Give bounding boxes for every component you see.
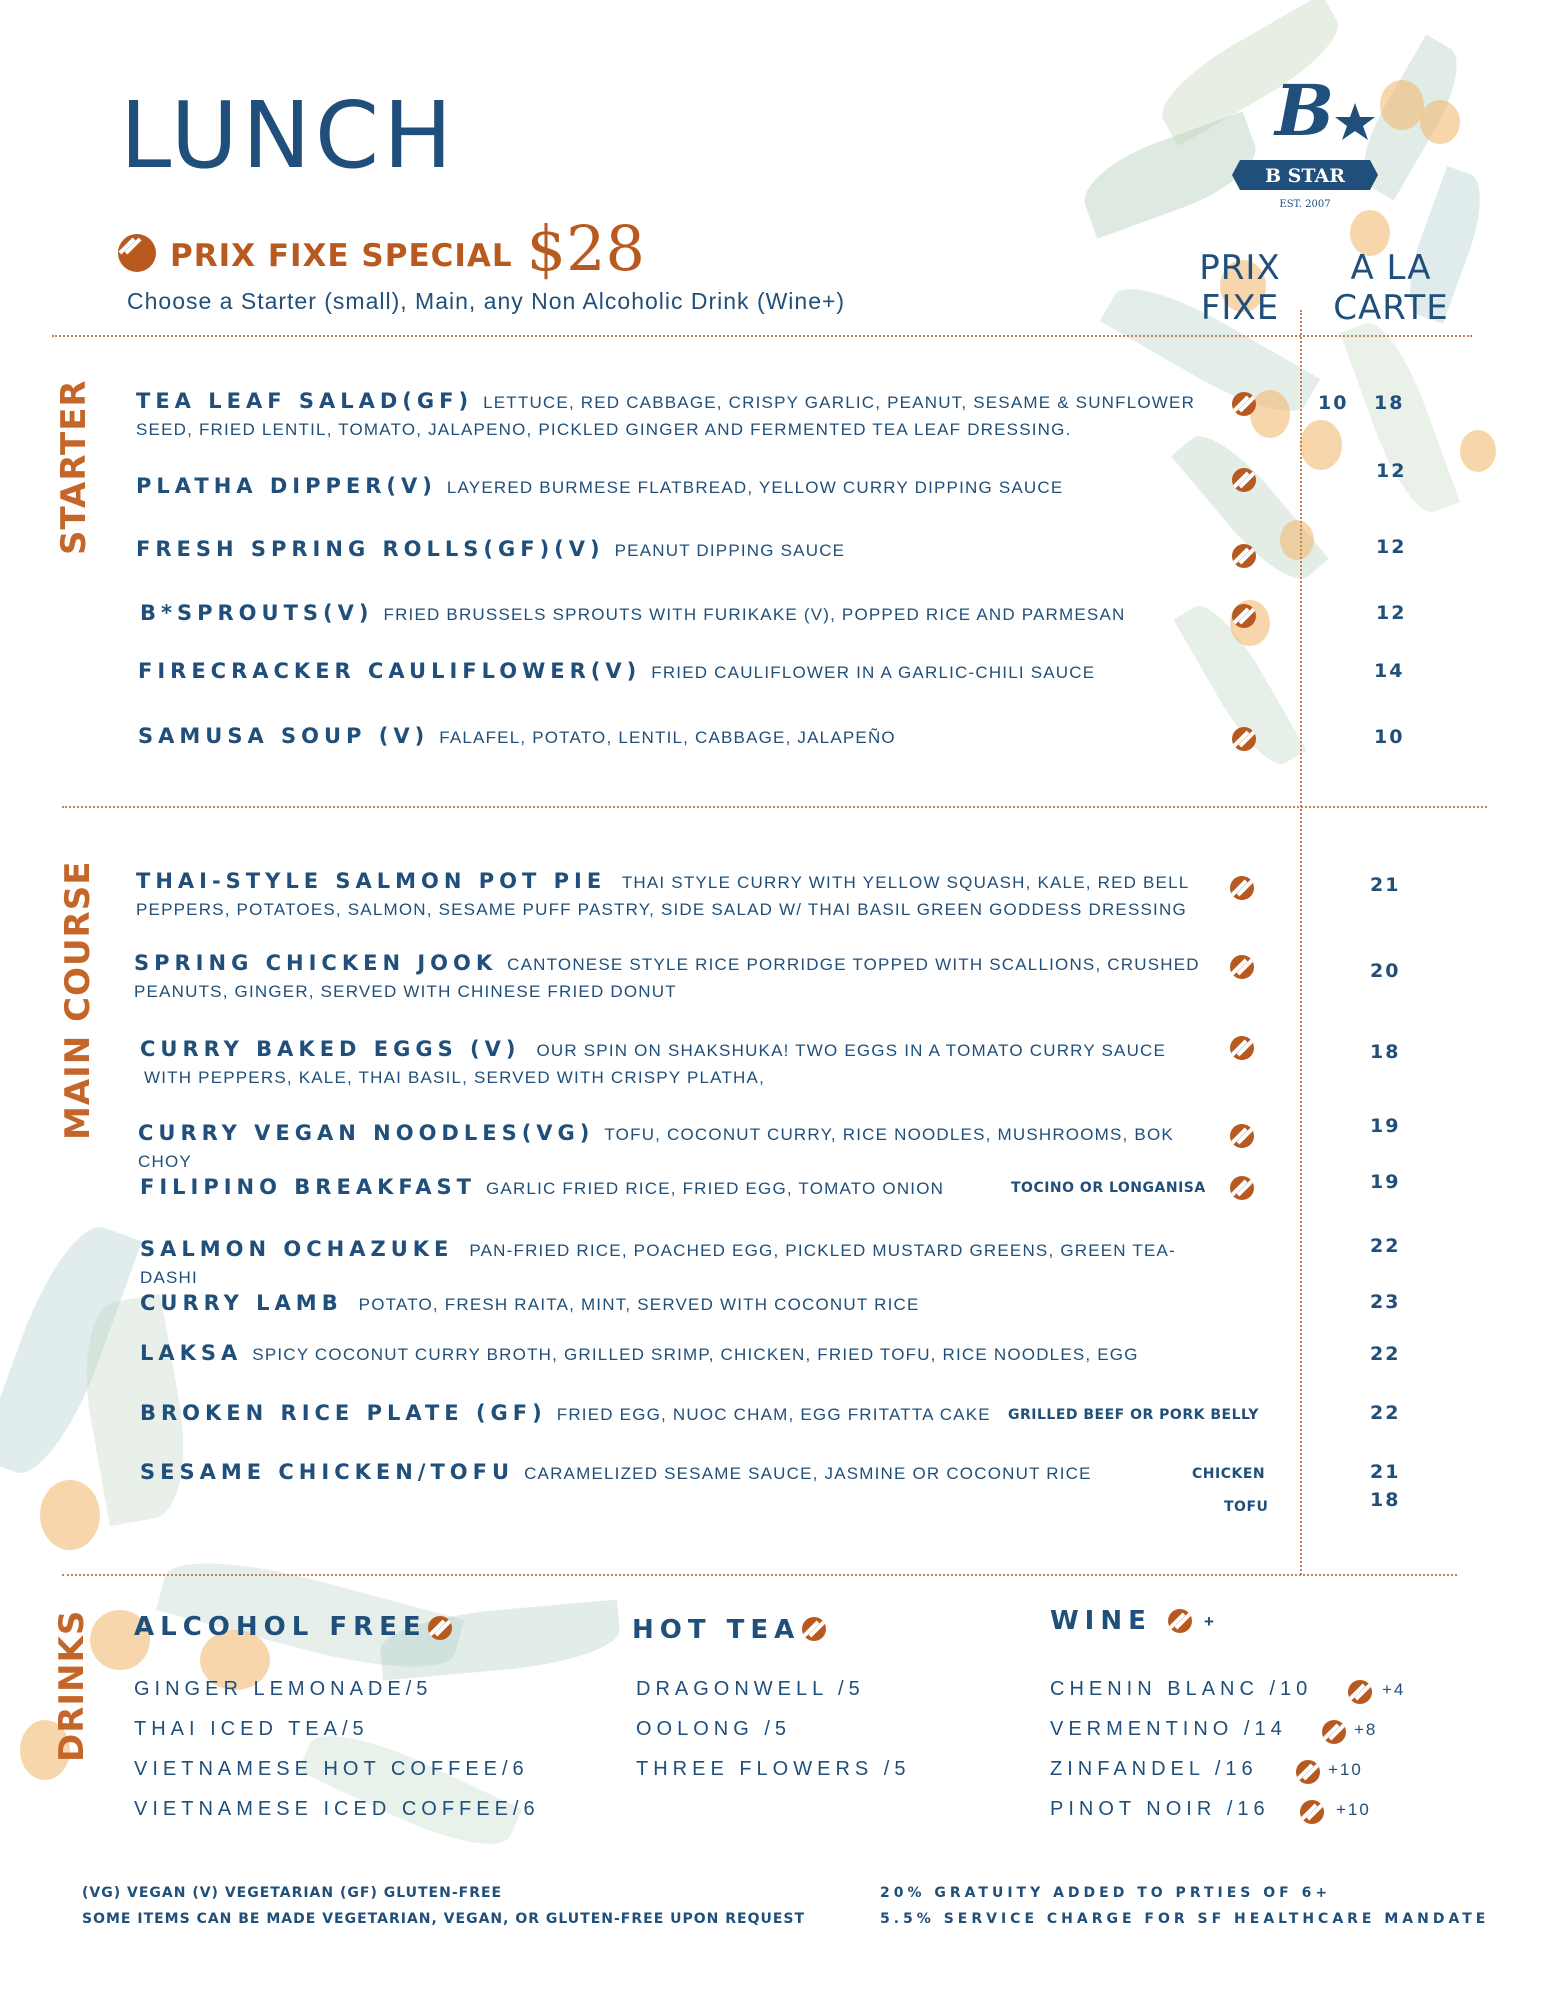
prix-fixe-icon: [1230, 955, 1254, 979]
page-title: LUNCH: [120, 82, 457, 189]
item-option: CHICKEN: [1192, 1466, 1266, 1482]
prix-fixe-icon: [118, 234, 156, 272]
wine-item-extra: +10: [1328, 1760, 1363, 1779]
wine-item-extra: +4: [1382, 1680, 1406, 1699]
column-header-prix-fixe: [1190, 248, 1290, 328]
item-description: PAN-FRIED RICE, POACHED EGG, PICKLED MUSTARD GREENS, GREEN TEA-DASHI: [140, 1241, 1176, 1287]
prix-fixe-icon: [1232, 392, 1256, 416]
menu-item-salmon-ochazuke: [140, 1236, 1220, 1291]
prix-fixe-icon: [1230, 1176, 1254, 1200]
footer-gratuity-line: 20% GRATUITY ADDED TO PRTIES OF 6+: [880, 1885, 1332, 1901]
prix-fixe-icon: [1232, 468, 1256, 492]
divider-column: [1300, 310, 1302, 1575]
section-label-main-course: MAIN COURSE: [58, 860, 98, 1140]
menu-item-fresh-spring-rolls: [136, 536, 1216, 564]
logo-letter: B: [1275, 75, 1335, 152]
heading-text: HOT TEA: [632, 1615, 801, 1645]
prix-fixe-price: $28: [526, 212, 645, 285]
menu-item-b-sprouts: [140, 600, 1220, 628]
item-name: SPRING CHICKEN JOOK: [134, 951, 498, 975]
heading-text: ALCOHOL FREE: [134, 1612, 427, 1642]
item-description: FRIED CAULIFLOWER IN A GARLIC-CHILI SAUCE: [651, 663, 1096, 682]
column-header-a-la-carte-line1: A LA: [1350, 248, 1432, 288]
item-price: 14: [1374, 660, 1405, 682]
item-price: 18: [1374, 392, 1405, 414]
drinks-heading-hot-tea: [632, 1615, 800, 1645]
footer-legend-line: (VG) VEGAN (V) VEGETARIAN (GF) GLUTEN-FREE: [82, 1885, 503, 1901]
prix-fixe-icon: [1348, 1680, 1372, 1704]
column-header-prix-fixe-line1: PRIX: [1199, 248, 1281, 288]
menu-item-curry-baked-eggs: [140, 1036, 1220, 1091]
prix-fixe-icon: [1230, 1124, 1254, 1148]
footer-service-line: 5.5% SERVICE CHARGE FOR SF HEALTHCARE MANDATE: [880, 1911, 1490, 1927]
prix-fixe-icon: [1168, 1609, 1192, 1633]
item-price: 21: [1370, 1461, 1401, 1483]
item-price: 23: [1370, 1291, 1401, 1313]
prix-fixe-icon: [1230, 876, 1254, 900]
item-price: 12: [1376, 602, 1407, 624]
footer-charges: [880, 1880, 1489, 1932]
wine-item-name: VERMENTINO /14: [1050, 1718, 1287, 1740]
drink-item: DRAGONWELL /5: [636, 1678, 865, 1700]
item-description: TOFU, COCONUT CURRY, RICE NOODLES, MUSHROOMS, BOK CHOY: [138, 1125, 1174, 1171]
drink-item: THREE FLOWERS /5: [636, 1758, 911, 1780]
prix-fixe-icon: [802, 1617, 826, 1641]
menu-item-sesame-chicken-tofu: [140, 1459, 1220, 1487]
item-description-cont: PEPPERS, POTATOES, SALMON, SESAME PUFF PASTRY, SIDE SALAD W/ THAI BASIL GREEN GODDESS DRESSING: [136, 900, 1187, 919]
item-name: FIRECRACKER CAULIFLOWER(V): [138, 659, 642, 683]
logo-est: EST. 2007: [1279, 199, 1331, 210]
item-price: 22: [1370, 1343, 1401, 1365]
wine-item-extra: +10: [1336, 1800, 1371, 1819]
menu-item-salmon-pot-pie: [136, 868, 1216, 923]
wine-plus: +: [1204, 1612, 1216, 1631]
item-name: PLATHA DIPPER(V): [136, 474, 437, 498]
drinks-heading-alcohol-free: [134, 1612, 427, 1642]
prix-fixe-icon: [1296, 1760, 1320, 1784]
menu-item-tea-leaf-salad: [136, 388, 1216, 443]
drink-item: VIETNAMESE HOT COFFEE/6: [134, 1758, 529, 1780]
drink-item: OOLONG /5: [636, 1718, 792, 1740]
item-option: GRILLED BEEF OR PORK BELLY: [1008, 1407, 1259, 1423]
item-description: CANTONESE STYLE RICE PORRIDGE TOPPED WITH SCALLIONS, CRUSHED: [507, 955, 1200, 974]
item-name: BROKEN RICE PLATE (GF): [140, 1401, 547, 1425]
item-description: PEANUT DIPPING SAUCE: [614, 541, 846, 560]
drink-item: GINGER LEMONADE/5: [134, 1678, 433, 1700]
item-name: CURRY VEGAN NOODLES(VG): [138, 1121, 595, 1145]
item-option-2: TOFU: [1224, 1499, 1269, 1515]
item-price-2: 18: [1370, 1489, 1401, 1511]
item-name: CURRY LAMB: [140, 1291, 343, 1315]
item-price: 21: [1370, 874, 1401, 896]
item-description: POTATO, FRESH RAITA, MINT, SERVED WITH COCONUT RICE: [358, 1295, 920, 1314]
column-header-a-la-carte: [1326, 248, 1456, 328]
drinks-heading-wine: [1050, 1606, 1152, 1636]
divider-starter: [62, 806, 1487, 808]
item-description: FALAFEL, POTATO, LENTIL, CABBAGE, JALAPEÑO: [439, 728, 896, 747]
item-name: THAI-STYLE SALMON POT PIE: [136, 869, 607, 893]
item-price: 12: [1376, 460, 1407, 482]
drink-item: VIETNAMESE ICED COFFEE/6: [134, 1798, 540, 1820]
item-name: LAKSA: [140, 1341, 243, 1365]
prix-fixe-icon: [1232, 604, 1256, 628]
prix-fixe-icon: [1300, 1800, 1324, 1824]
wine-item-name: PINOT NOIR /16: [1050, 1798, 1270, 1820]
item-price: 12: [1376, 536, 1407, 558]
item-description: CARAMELIZED SESAME SAUCE, JASMINE OR COCONUT RICE: [524, 1464, 1092, 1483]
item-description: GARLIC FRIED RICE, FRIED EGG, TOMATO ONION: [485, 1179, 945, 1198]
item-description-cont: PEANUTS, GINGER, SERVED WITH CHINESE FRIED DONUT: [134, 982, 677, 1001]
prix-fixe-icon: [1232, 727, 1256, 751]
item-price: 10: [1374, 726, 1405, 748]
item-description: LETTUCE, RED CABBAGE, CRISPY GARLIC, PEANUT, SESAME & SUNFLOWER: [483, 393, 1196, 412]
section-label-starter: STARTER: [54, 379, 94, 555]
item-description: THAI STYLE CURRY WITH YELLOW SQUASH, KALE, RED BELL: [621, 873, 1190, 892]
bstar-logo: [1220, 75, 1390, 215]
item-price: 22: [1370, 1402, 1401, 1424]
item-description: FRIED BRUSSELS SPROUTS WITH FURIKAKE (V), POPPED RICE AND PARMESAN: [383, 605, 1126, 624]
item-name: SESAME CHICKEN/TOFU: [140, 1460, 515, 1484]
item-description-cont: SEED, FRIED LENTIL, TOMATO, JALAPENO, PICKLED GINGER AND FERMENTED TEA LEAF DRESSING.: [136, 420, 1072, 439]
item-description: LAYERED BURMESE FLATBREAD, YELLOW CURRY DIPPING SAUCE: [446, 478, 1064, 497]
item-name: CURRY BAKED EGGS (V): [140, 1037, 521, 1061]
section-label-drinks: DRINKS: [52, 1609, 92, 1762]
menu-item-curry-lamb: [140, 1290, 1220, 1318]
heading-text: WINE: [1050, 1606, 1152, 1636]
prix-fixe-header: [118, 212, 645, 285]
wine-item-name: CHENIN BLANC /10: [1050, 1678, 1313, 1700]
item-price: 22: [1370, 1235, 1401, 1257]
item-small-price: 10: [1318, 392, 1349, 414]
footer-note-line: SOME ITEMS CAN BE MADE VEGETARIAN, VEGAN, OR GLUTEN-FREE UPON REQUEST: [82, 1911, 806, 1927]
prix-fixe-subtitle: Choose a Starter (small), Main, any Non Alcoholic Drink (Wine+): [127, 288, 846, 314]
column-header-prix-fixe-line2: FIXE: [1200, 288, 1280, 328]
menu-item-spring-chicken-jook: [134, 950, 1214, 1005]
divider-main: [62, 1574, 1457, 1576]
item-description: FRIED EGG, NUOC CHAM, EGG FRITATTA CAKE: [556, 1405, 991, 1424]
item-price: 19: [1370, 1171, 1401, 1193]
divider-header: [52, 335, 1472, 337]
item-description: OUR SPIN ON SHAKSHUKA! TWO EGGS IN A TOMATO CURRY SAUCE: [536, 1041, 1167, 1060]
item-name: B*SPROUTS(V): [140, 601, 374, 625]
prix-fixe-label: PRIX FIXE SPECIAL: [170, 238, 513, 274]
item-name: FILIPINO BREAKFAST: [140, 1175, 476, 1199]
prix-fixe-icon: [428, 1616, 452, 1640]
prix-fixe-icon: [1232, 544, 1256, 568]
drink-item: THAI ICED TEA/5: [134, 1718, 369, 1740]
item-name: FRESH SPRING ROLLS(GF)(V): [136, 537, 605, 561]
item-description-cont: WITH PEPPERS, KALE, THAI BASIL, SERVED WITH CRISPY PLATHA,: [144, 1068, 765, 1087]
wine-item-name: ZINFANDEL /16: [1050, 1758, 1258, 1780]
menu-item-samusa-soup: [138, 723, 1218, 751]
item-name: TEA LEAF SALAD(GF): [136, 389, 474, 413]
item-price: 19: [1370, 1115, 1401, 1137]
item-name: SAMUSA SOUP (V): [138, 724, 430, 748]
logo-text: B STAR: [1264, 165, 1346, 187]
menu-item-platha-dipper: [136, 473, 1216, 501]
column-header-a-la-carte-line2: CARTE: [1333, 288, 1449, 328]
wine-item-extra: +8: [1354, 1720, 1378, 1739]
item-name: SALMON OCHAZUKE: [140, 1237, 454, 1261]
item-price: 20: [1370, 960, 1401, 982]
footer-legend: [82, 1880, 805, 1932]
menu-item-laksa: [140, 1340, 1220, 1368]
item-option: TOCINO OR LONGANISA: [1011, 1180, 1206, 1196]
menu-item-firecracker-cauliflower: [138, 658, 1218, 686]
prix-fixe-icon: [1230, 1036, 1254, 1060]
prix-fixe-icon: [1322, 1720, 1346, 1744]
menu-item-curry-vegan-noodles: [138, 1120, 1218, 1175]
item-price: 18: [1370, 1041, 1401, 1063]
item-description: SPICY COCONUT CURRY BROTH, GRILLED SRIMP, CHICKEN, FRIED TOFU, RICE NOODLES, EGG: [252, 1345, 1139, 1364]
